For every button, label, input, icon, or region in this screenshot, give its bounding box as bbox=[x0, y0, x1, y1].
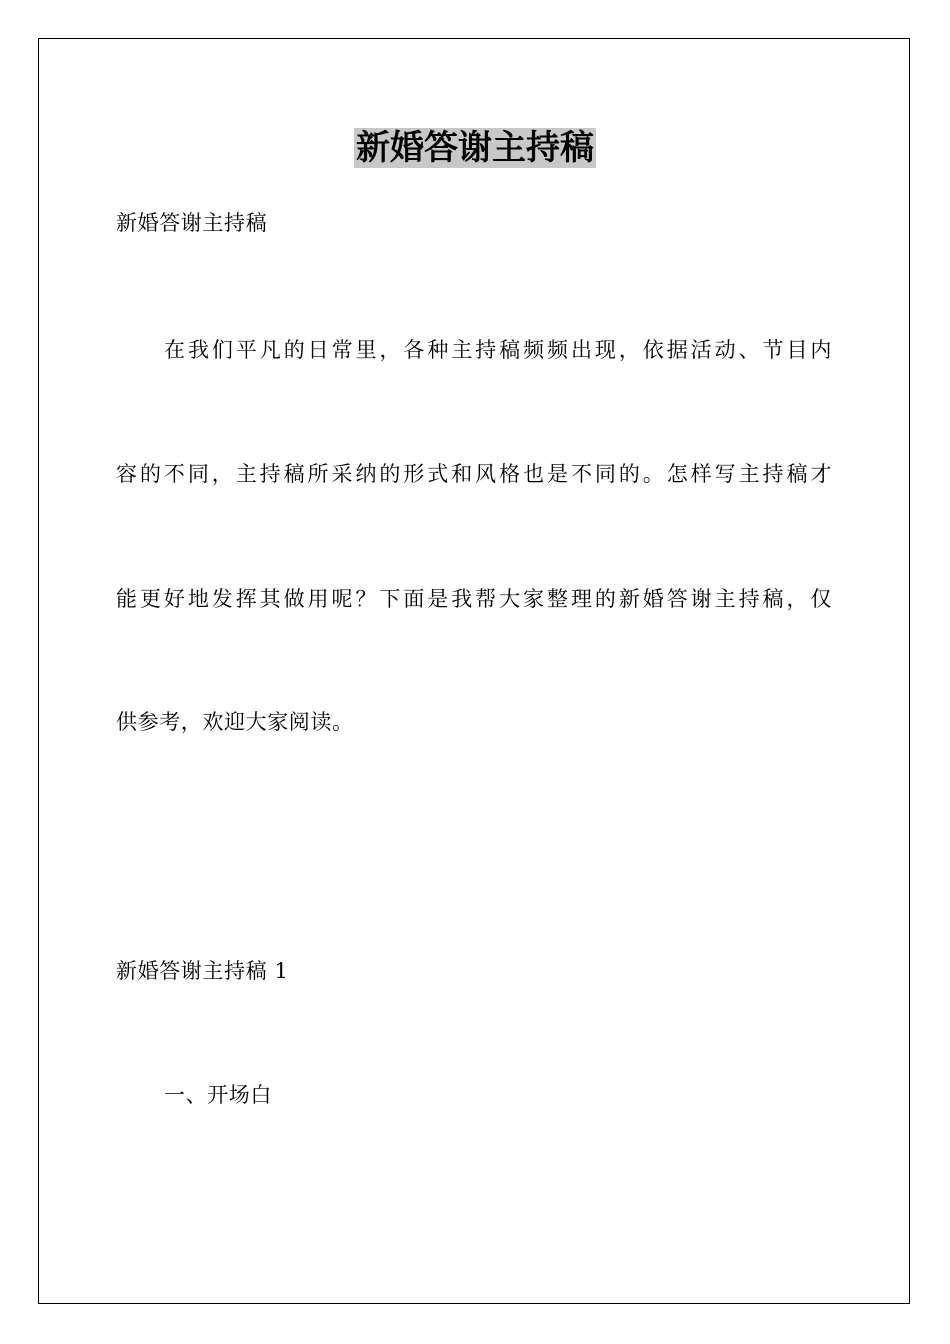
intro-line-2: 容的不同，主持稿所采纳的形式和风格也是不同的。怎样写主持稿才 bbox=[116, 462, 832, 486]
document-subtitle: 新婚答谢主持稿 bbox=[116, 211, 268, 235]
document-title-text: 新婚答谢主持稿 bbox=[356, 128, 594, 168]
document-title bbox=[0, 126, 950, 170]
section-heading: 新婚答谢主持稿 1 bbox=[116, 959, 289, 983]
intro-line-1: 在我们平凡的日常里，各种主持稿频频出现，依据活动、节目内 bbox=[164, 338, 832, 362]
subsection-heading: 一、开场白 bbox=[164, 1083, 272, 1107]
intro-line-3: 能更好地发挥其做用呢？下面是我帮大家整理的新婚答谢主持稿，仅 bbox=[116, 587, 832, 611]
intro-line-4: 供参考，欢迎大家阅读。 bbox=[116, 710, 354, 734]
